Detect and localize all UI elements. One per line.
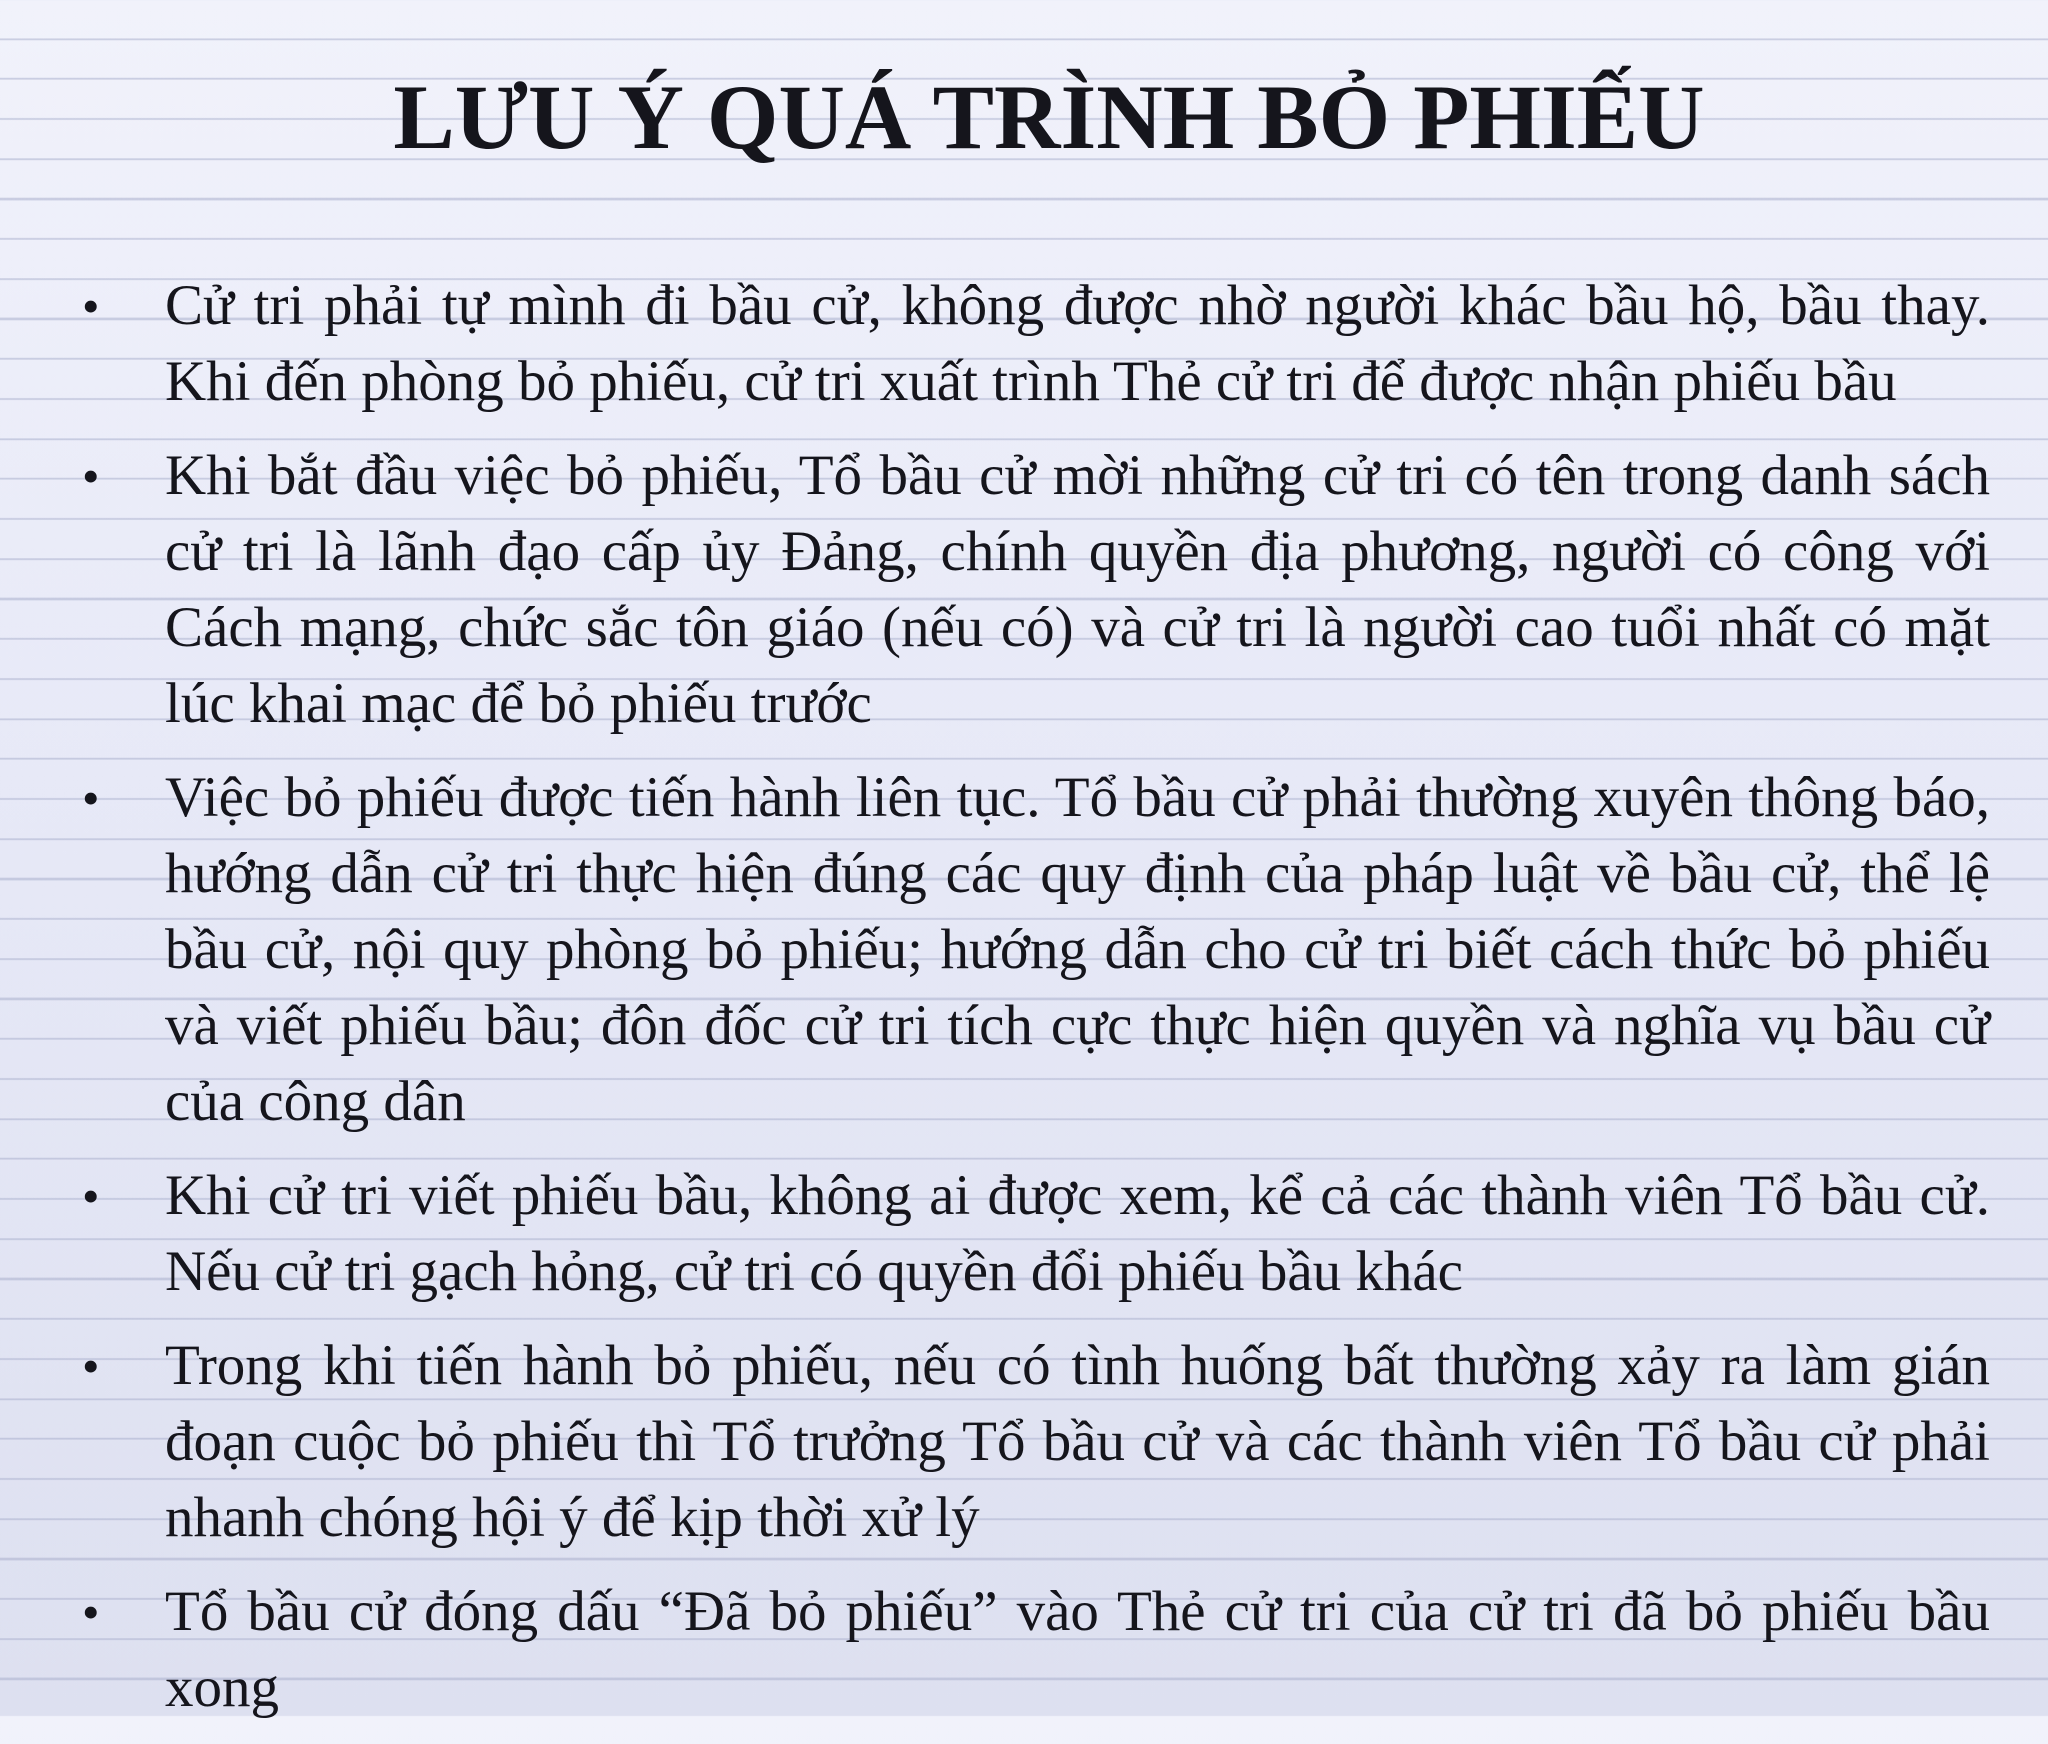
list-item <box>70 268 1990 420</box>
bullet-icon: • <box>82 1584 100 1640</box>
page-title: LƯU Ý QUÁ TRÌNH BỎ PHIẾU <box>393 66 1705 168</box>
list-item-text: Tổ bầu cử đóng dấu “Đã bỏ phiếu” vào Thẻ cử tri của cử tri đã bỏ phiếu bầu xong <box>165 1580 1990 1719</box>
bullet-icon: • <box>82 770 100 826</box>
bullet-icon: • <box>82 1168 100 1224</box>
list-item-text: Khi cử tri viết phiếu bầu, không ai được xem, kể cả các thành viên Tổ bầu cử. Nếu cử tri gạch hỏng, cử tri có quyền đổi phiếu bầu khác <box>165 1164 1990 1303</box>
bullet-icon: • <box>82 1338 100 1394</box>
list-item <box>70 760 1990 1140</box>
list-item <box>70 1328 1990 1556</box>
list-item-text: Việc bỏ phiếu được tiến hành liên tục. Tổ bầu cử phải thường xuyên thông báo, hướng dẫn cử tri thực hiện đúng các quy định của pháp luật về bầu cử, thể lệ bầu cử, nội quy phòng bỏ phiếu; hướng dẫn cho cử tri biết cách thức bỏ phiếu và viết phiếu bầu; đôn đốc cử tri tích cực thực hiện quyền và nghĩa vụ bầu cử của công dân <box>165 766 1990 1133</box>
list-item-text: Khi bắt đầu việc bỏ phiếu, Tổ bầu cử mời những cử tri có tên trong danh sách cử tri là lãnh đạo cấp ủy Đảng, chính quyền địa phương, người có công với Cách mạng, chức sắc tôn giáo (nếu có) và cử tri là người cao tuổi nhất có mặt lúc khai mạc để bỏ phiếu trước <box>165 444 1990 735</box>
list-item-text: Cử tri phải tự mình đi bầu cử, không được nhờ người khác bầu hộ, bầu thay. Khi đến phòng bỏ phiếu, cử tri xuất trình Thẻ cử tri để được nhận phiếu bầu <box>165 274 1990 413</box>
list-item <box>70 438 1990 742</box>
bullet-icon: • <box>82 448 100 504</box>
bullet-list <box>70 268 1990 1744</box>
list-item-text: Trong khi tiến hành bỏ phiếu, nếu có tình huống bất thường xảy ra làm gián đoạn cuộc bỏ phiếu thì Tổ trưởng Tổ bầu cử và các thành viên Tổ bầu cử phải nhanh chóng hội ý để kịp thời xử lý <box>165 1334 1990 1549</box>
bullet-icon: • <box>82 278 100 334</box>
list-item <box>70 1158 1990 1310</box>
list-item <box>70 1574 1990 1726</box>
